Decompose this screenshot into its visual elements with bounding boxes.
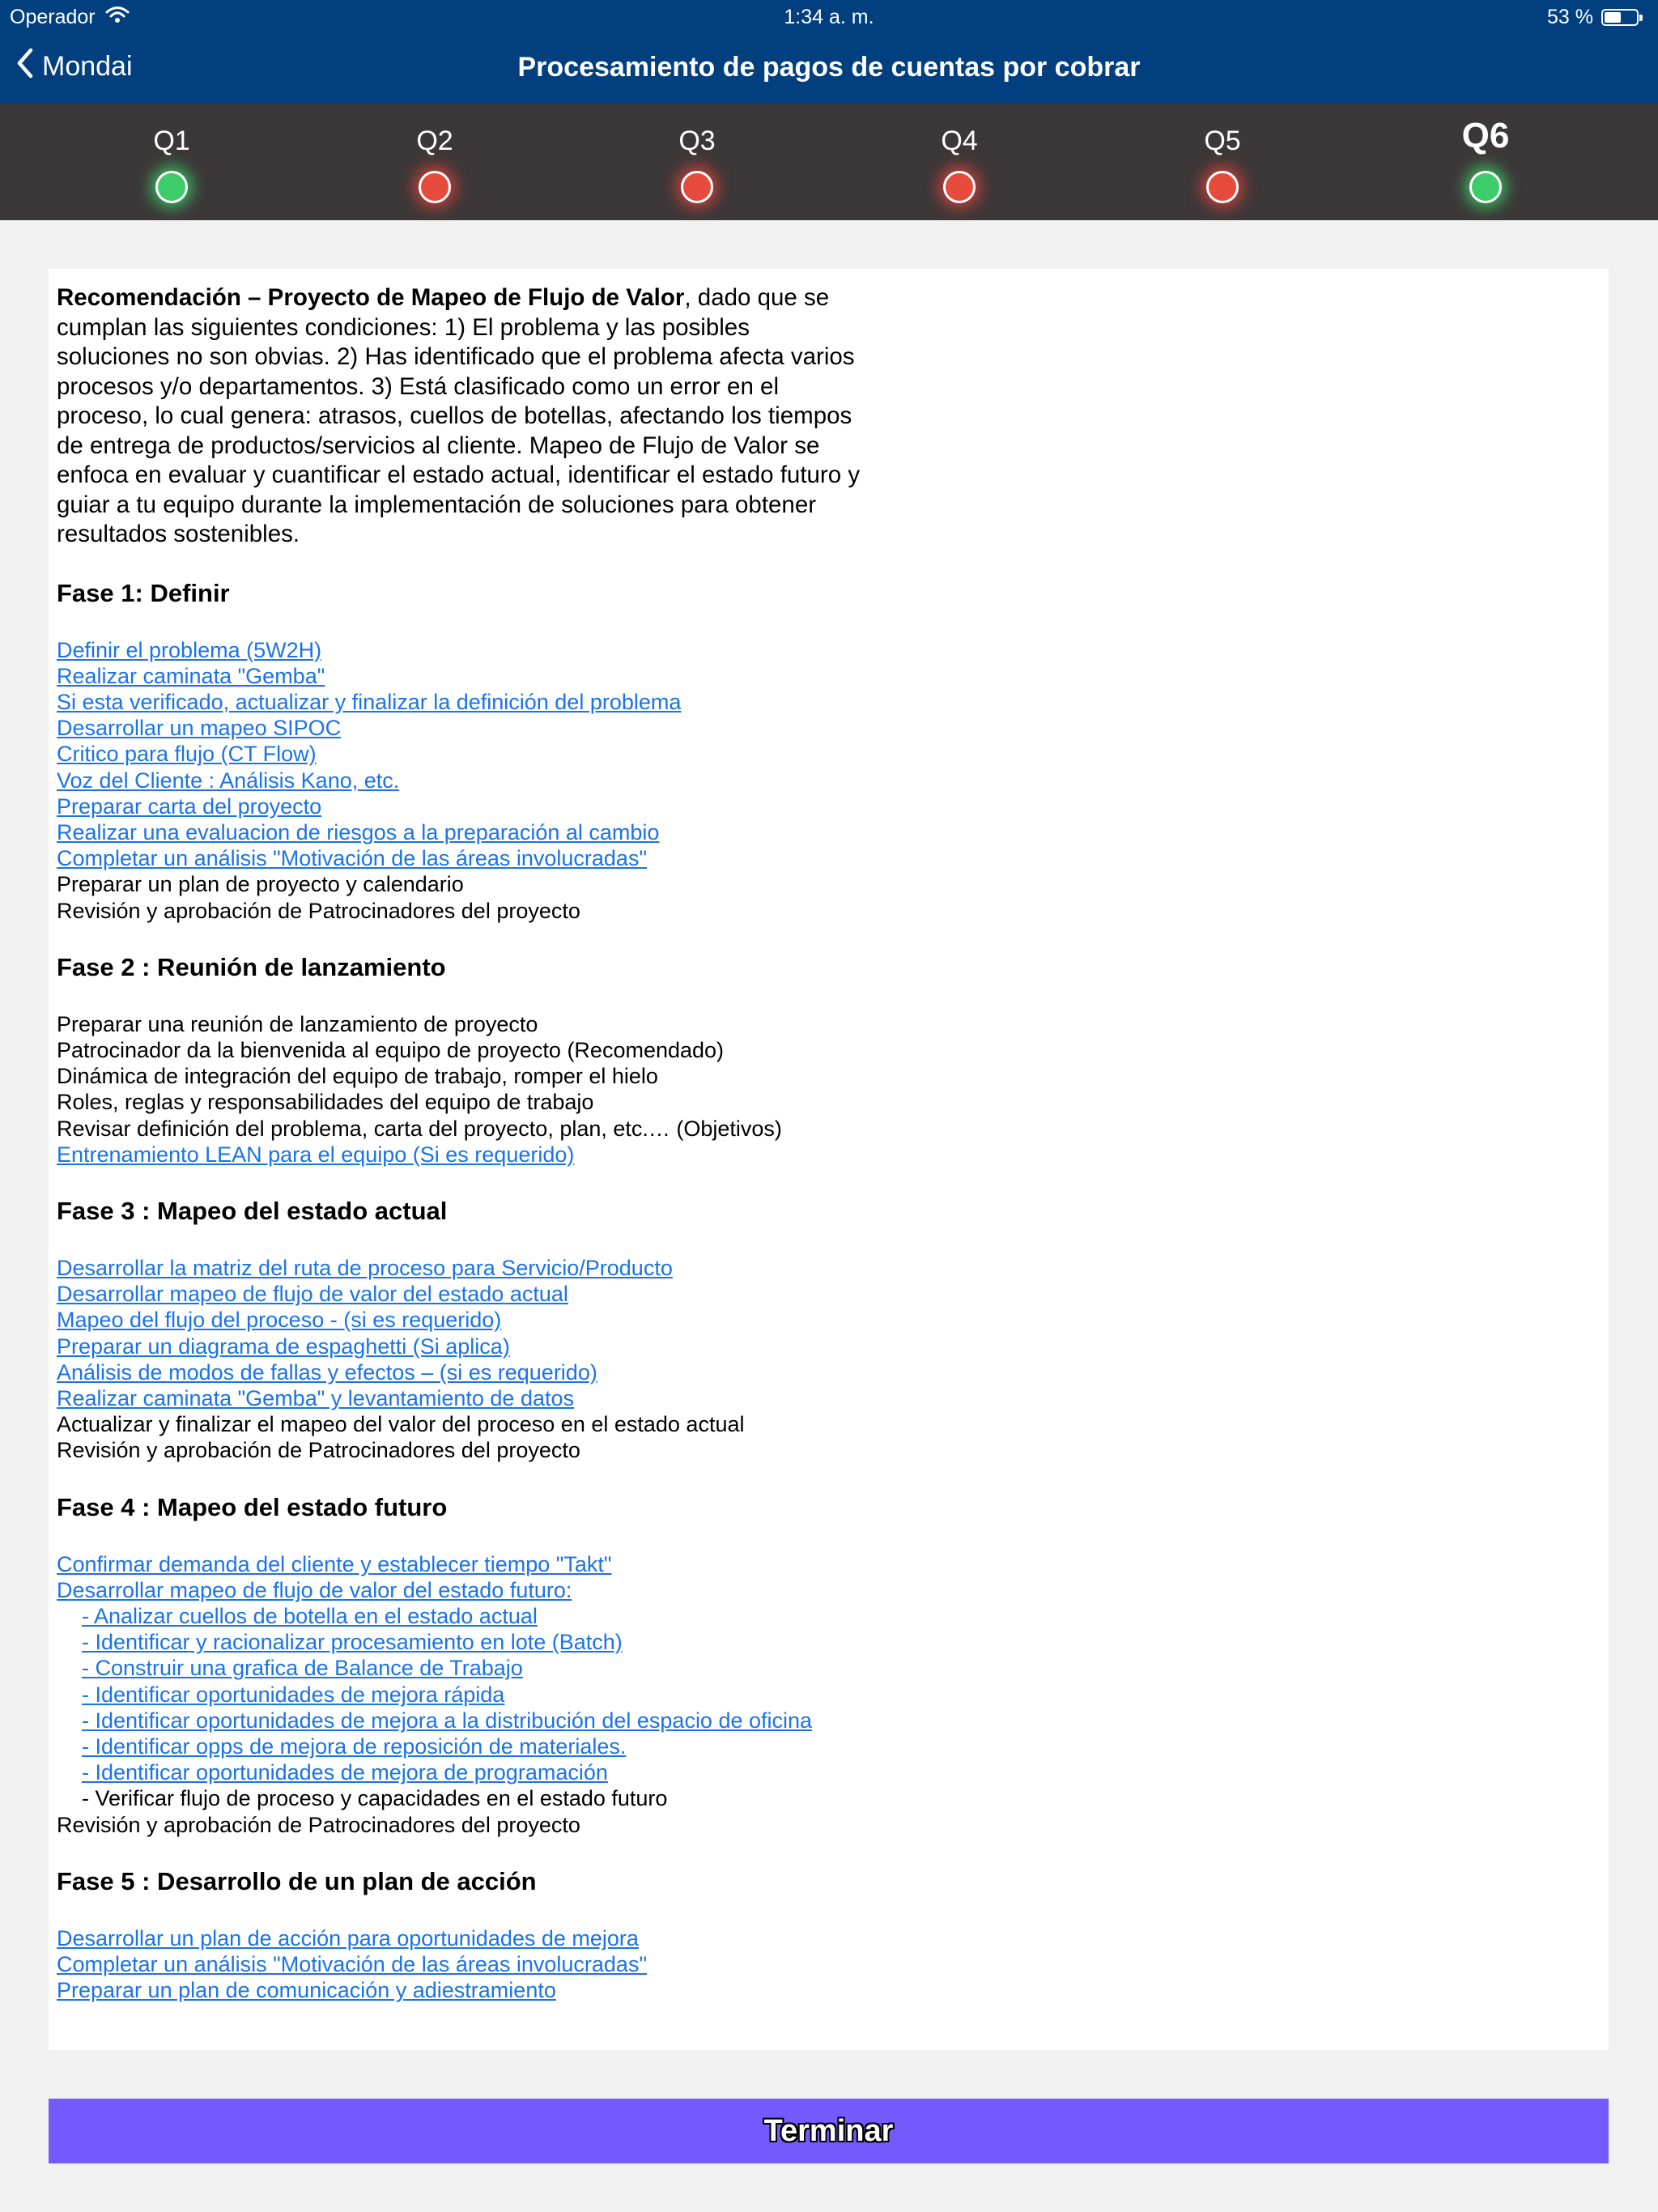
step-link[interactable]: Critico para flujo (CT Flow) — [57, 742, 317, 767]
step-link[interactable]: - Identificar oportunidades de mejora de programación — [82, 1760, 608, 1785]
phase-step-list — [57, 1925, 866, 2004]
status-right — [1547, 6, 1639, 29]
phase-heading: Fase 3 : Mapeo del estado actual — [57, 1196, 448, 1225]
question-tab-q1[interactable] — [99, 104, 244, 220]
step-link[interactable]: Preparar un plan de comunicación y adiestramiento — [57, 1978, 556, 2003]
step-link[interactable]: Desarrollar la matriz del ruta de proceso para Servicio/Producto — [57, 1255, 673, 1280]
recommendation-paragraph — [57, 283, 866, 550]
status-dot-icon — [681, 171, 713, 203]
question-tab-q6[interactable] — [1413, 104, 1558, 220]
status-time: 1:34 a. m. — [784, 6, 874, 28]
step-link[interactable]: Mapeo del flujo del proceso - (si es requerido) — [57, 1308, 502, 1333]
carrier-label: Operador — [10, 6, 96, 28]
status-dot-icon — [155, 171, 188, 203]
step-link[interactable]: - Analizar cuellos de botella en el estado actual — [82, 1603, 538, 1628]
finish-button[interactable]: Terminar — [49, 2099, 1609, 2163]
step-text: Revisión y aprobación de Patrocinadores del proyecto — [57, 1438, 580, 1463]
question-bar — [0, 104, 1658, 220]
battery-level — [1605, 12, 1621, 23]
page-title: Procesamiento de pagos de cuentas por cobrar — [517, 52, 1141, 83]
question-label: Q2 — [416, 125, 453, 156]
battery-icon — [1601, 9, 1639, 26]
phase-heading: Fase 4 : Mapeo del estado futuro — [57, 1492, 448, 1521]
question-tab-q5[interactable] — [1150, 104, 1295, 220]
step-link[interactable]: Realizar una evaluacion de riesgos a la preparación al cambio — [57, 819, 660, 844]
status-dot-icon — [1469, 171, 1502, 203]
step-text: Preparar un plan de proyecto y calendario — [57, 872, 464, 897]
question-label: Q3 — [678, 125, 716, 156]
question-label: Q5 — [1204, 125, 1241, 156]
phase-step-list — [57, 1551, 866, 1838]
back-label: Mondai — [42, 51, 133, 82]
step-link[interactable]: Entrenamiento LEAN para el equipo (Si es requerido) — [57, 1142, 575, 1167]
phase-step-list — [57, 637, 866, 924]
step-text: Revisión y aprobación de Patrocinadores del proyecto — [57, 898, 580, 923]
phase-step-list — [57, 1255, 866, 1464]
question-tab-q2[interactable] — [362, 104, 508, 220]
step-text: Dinámica de integración del equipo de trabajo, romper el hielo — [57, 1064, 658, 1089]
step-text: Revisión y aprobación de Patrocinadores del proyecto — [57, 1812, 580, 1837]
recommendation-body: , dado que se cumplan las siguientes condiciones: 1) El problema y las posibles soluciones no son obvias. 2) Has identificado que el problema afecta varios procesos y/o departamentos. 3) Está clasificado como un error en el proceso, lo cual genera: atrasos, cuellos de botellas, afectando los tiempos de entrega de productos/servicios al cliente. Mapeo de Flujo de Valor se enfoca en evaluar y cuantificar el estado actual, identificar el estado futuro y guiar a tu equipo durante la implementación de soluciones para obtener resultados sostenibles. — [57, 284, 861, 547]
recommendation-text — [57, 283, 866, 2032]
question-tab-q4[interactable] — [886, 104, 1032, 220]
step-link[interactable]: - Construir una grafica de Balance de Trabajo — [82, 1656, 523, 1681]
step-link[interactable]: Preparar un diagrama de espaghetti (Si aplica) — [57, 1334, 510, 1359]
step-link[interactable]: Si esta verificado, actualizar y finalizar la definición del problema — [57, 689, 682, 714]
recommendation-title: Recomendación – Proyecto de Mapeo de Flujo de Valor — [57, 284, 685, 311]
status-dot-icon — [943, 171, 976, 203]
question-tab-q3[interactable] — [624, 104, 770, 220]
status-bar — [0, 0, 1658, 36]
step-link[interactable]: Análisis de modos de fallas y efectos – (si es requerido) — [57, 1359, 597, 1385]
step-link[interactable]: - Identificar oportunidades de mejora rápida — [82, 1682, 505, 1707]
content-card[interactable] — [49, 269, 1609, 2050]
battery-percent: 53 % — [1547, 6, 1593, 28]
step-link[interactable]: Desarrollar un plan de acción para oportunidades de mejora — [57, 1925, 639, 1950]
navigation-bar — [0, 36, 1658, 104]
step-link[interactable]: Definir el problema (5W2H) — [57, 637, 322, 662]
phase-step-list — [57, 1011, 866, 1168]
question-label: Q6 — [1461, 116, 1510, 155]
question-label: Q1 — [153, 125, 190, 156]
status-dot-icon — [419, 171, 451, 203]
step-link[interactable]: Preparar carta del proyecto — [57, 793, 322, 819]
step-link[interactable]: Confirmar demanda del cliente y establecer tiempo "Takt" — [57, 1551, 612, 1576]
status-dot-icon — [1206, 171, 1239, 203]
chevron-left-icon — [16, 47, 34, 87]
back-button[interactable] — [16, 47, 133, 87]
step-link[interactable]: Desarrollar mapeo de flujo de valor del estado futuro: — [57, 1577, 572, 1602]
step-text: Preparar una reunión de lanzamiento de proyecto — [57, 1011, 538, 1036]
phase-heading: Fase 1: Definir — [57, 578, 230, 607]
step-link[interactable]: Desarrollar un mapeo SIPOC — [57, 716, 342, 741]
step-text: Roles, reglas y responsabilidades del equipo de trabajo — [57, 1090, 594, 1115]
step-text: Actualizar y finalizar el mapeo del valor del proceso en el estado actual — [57, 1412, 745, 1437]
step-text: Revisar definición del problema, carta del proyecto, plan, etc.… (Objetivos) — [57, 1116, 782, 1141]
step-link[interactable]: - Identificar oportunidades de mejora a la distribución del espacio de oficina — [82, 1708, 813, 1733]
phase-heading: Fase 2 : Reunión de lanzamiento — [57, 952, 446, 981]
step-link[interactable]: - Identificar y racionalizar procesamiento en lote (Batch) — [82, 1630, 623, 1655]
step-link[interactable]: Completar un análisis "Motivación de las áreas involucradas" — [57, 846, 648, 871]
step-link[interactable]: Realizar caminata "Gemba" y levantamiento de datos — [57, 1385, 574, 1410]
phase-heading: Fase 5 : Desarrollo de un plan de acción — [57, 1866, 537, 1895]
step-text: - Verificar flujo de proceso y capacidades en el estado futuro — [82, 1786, 668, 1811]
step-link[interactable]: Voz del Cliente : Análisis Kano, etc. — [57, 768, 400, 793]
question-label: Q4 — [941, 125, 978, 156]
step-text: Patrocinador da la bienvenida al equipo de proyecto (Recomendado) — [57, 1037, 725, 1062]
step-link[interactable]: - Identificar opps de mejora de reposición de materiales. — [82, 1734, 627, 1759]
step-link[interactable]: Completar un análisis "Motivación de las áreas involucradas" — [57, 1952, 648, 1977]
step-link[interactable]: Desarrollar mapeo de flujo de valor del estado actual — [57, 1282, 568, 1307]
step-link[interactable]: Realizar caminata "Gemba" — [57, 663, 325, 688]
